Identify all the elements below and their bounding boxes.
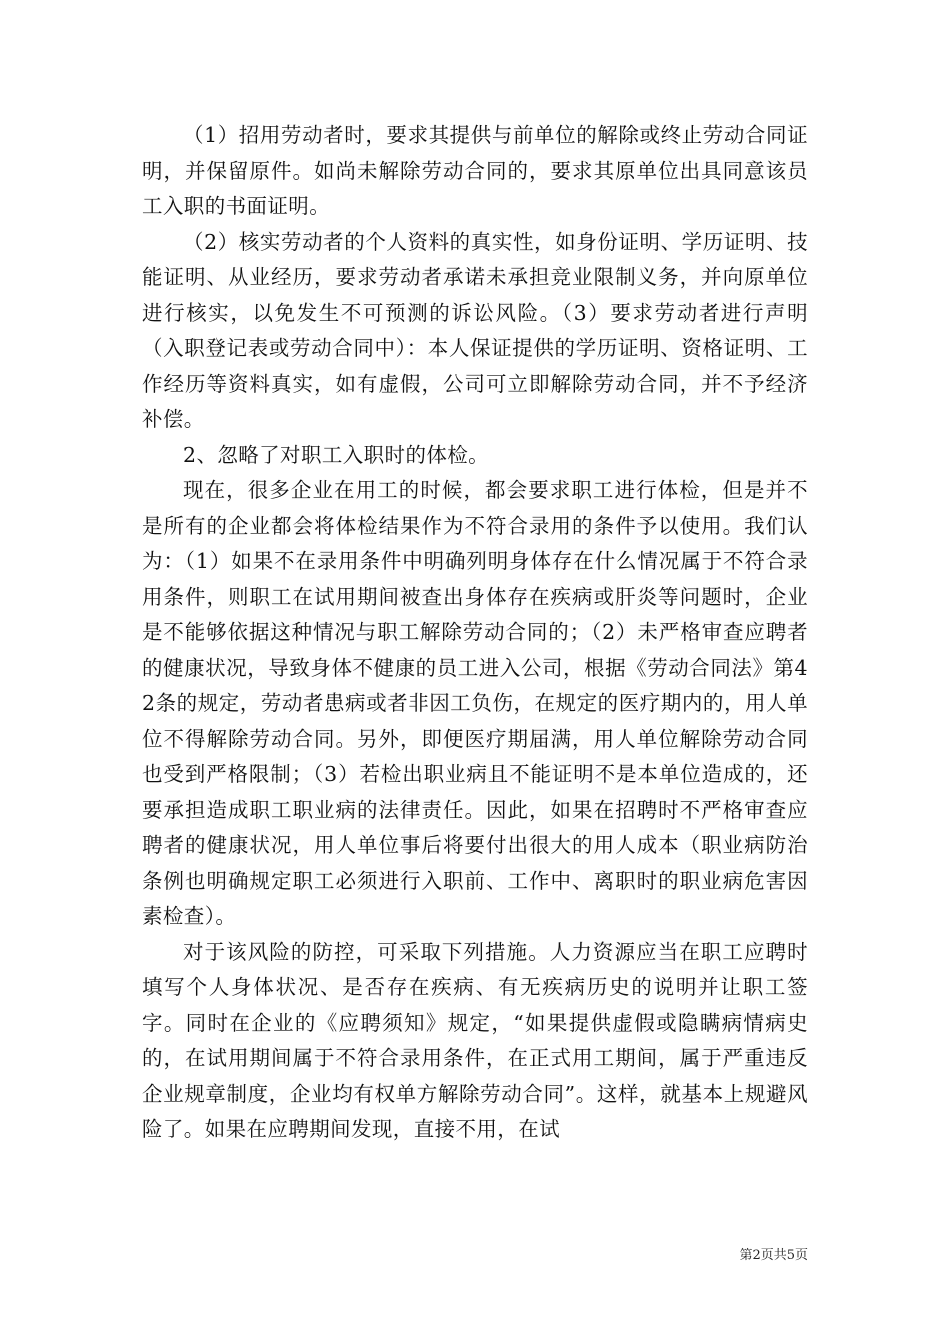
document-body (142, 118, 808, 1148)
paragraph-physical-exam-analysis: 现在，很多企业在用工的时候，都会要求职工进行体检，但是并不是所有的企业都会将体检结果作为不符合录用的条件予以使用。我们认为：（1）如果不在录用条件中明确列明身体存在什么情况属于不符合录用条件，则职工在试用期间被查出身体存在疾病或肝炎等问题时，企业是不能够依据这种情况与职工解除劳动合同的；（2）未严格审查应聘者的健康状况，导致身体不健康的员工进入公司，根据《劳动合同法》第42条的规定，劳动者患病或者非因工负伤，在规定的医疗期内的，用人单位不得解除劳动合同。另外，即便医疗期届满，用人单位解除劳动合同也受到严格限制；（3）若检出职业病且不能证明不是本单位造成的，还要承担造成职工职业病的法律责任。因此，如果在招聘时不严格审查应聘者的健康状况，用人单位事后将要付出很大的用人成本（职业病防治条例也明确规定职工必须进行入职前、工作中、离职时的职业病危害因素检查）。 (142, 478, 808, 928)
paragraph-item-2: （2）核实劳动者的个人资料的真实性，如身份证明、学历证明、技能证明、从业经历，要求劳动者承诺未承担竞业限制义务，并向原单位进行核实，以免发生不可预测的诉讼风险。（3）要求劳动者进行声明（入职登记表或劳动合同中）：本人保证提供的学历证明、资格证明、工作经历等资料真实，如有虚假，公司可立即解除劳动合同，并不予经济补偿。 (142, 229, 808, 431)
paragraph-item-1: （1）招用劳动者时，要求其提供与前单位的解除或终止劳动合同证明，并保留原件。如尚未解除劳动合同的，要求其原单位出具同意该员工入职的书面证明。 (142, 123, 808, 218)
paragraph-risk-control: 对于该风险的防控，可采取下列措施。人力资源应当在职工应聘时填写个人身体状况、是否存在疾病、有无疾病历史的说明并让职工签字。同时在企业的《应聘须知》规定，“如果提供虚假或隐瞒病情病史的，在试用期间属于不符合录用条件，在正式用工期间，属于严重违反企业规章制度，企业均有权单方解除劳动合同”。这样，就基本上规避风险了。如果在应聘期间发现，直接不用，在试 (142, 939, 808, 1141)
section-heading-physical-exam: 2、忽略了对职工入职时的体检。 (183, 442, 490, 467)
page-number-footer: 第2页共5页 (739, 1248, 808, 1263)
